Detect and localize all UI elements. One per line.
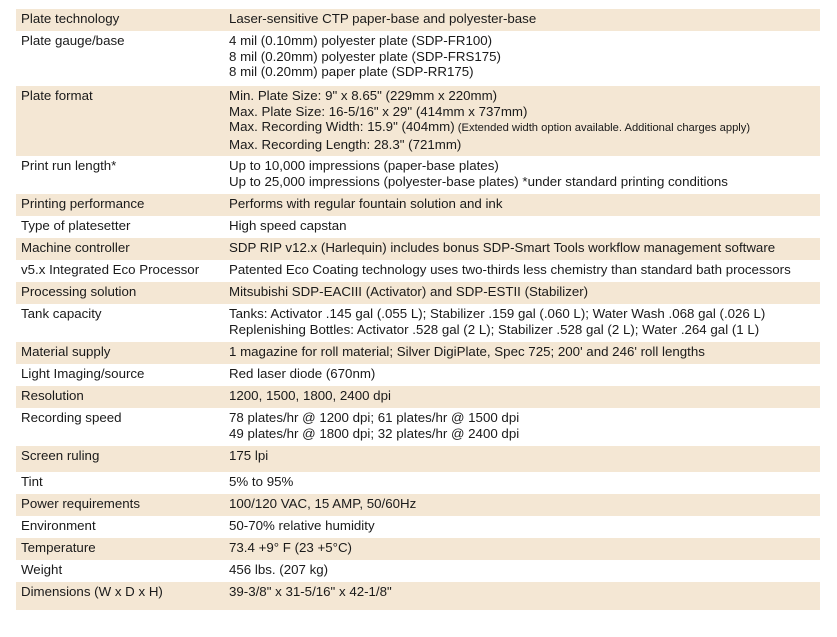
spec-value-text: 50-70% relative humidity (229, 518, 375, 533)
spec-value-text: Max. Recording Length: 28.3" (721mm) (229, 136, 462, 152)
spec-label: Plate gauge/base (16, 31, 224, 86)
spec-value-text: Mitsubishi SDP-EACIII (Activator) and SDP-ESTII (Stabilizer) (229, 284, 589, 299)
spec-value-line (229, 284, 815, 300)
spec-value (224, 446, 820, 472)
spec-value (224, 364, 820, 386)
spec-value-line (229, 448, 815, 464)
spec-value (224, 31, 820, 86)
spec-row (16, 216, 820, 238)
spec-label: Environment (16, 516, 224, 538)
spec-label: v5.x Integrated Eco Processor (16, 260, 224, 282)
spec-value-text: 8 mil (0.20mm) polyester plate (SDP-FRS175) (229, 48, 501, 64)
spec-row (16, 386, 820, 408)
spec-value-line (229, 88, 815, 104)
spec-value (224, 516, 820, 538)
spec-value-line (229, 496, 815, 512)
spec-value-text: Max. Recording Width: 15.9" (404mm) (229, 119, 455, 135)
spec-label: Plate format (16, 86, 224, 156)
spec-row (16, 194, 820, 216)
spec-row (16, 560, 820, 582)
spec-row (16, 516, 820, 538)
spec-value-line (229, 196, 815, 212)
spec-row (16, 494, 820, 516)
spec-label: Print run length* (16, 156, 224, 194)
spec-label: Temperature (16, 538, 224, 560)
spec-row (16, 342, 820, 364)
spec-label: Printing performance (16, 194, 224, 216)
spec-value-text: Laser-sensitive CTP paper-base and polyester-base (229, 11, 537, 26)
spec-value-text: Up to 10,000 impressions (paper-base plates) (229, 158, 499, 173)
spec-value-text: 78 plates/hr @ 1200 dpi; 61 plates/hr @ 1500 dpi (229, 410, 520, 425)
spec-row (16, 408, 820, 446)
spec-value-text: 456 lbs. (207 kg) (229, 562, 329, 577)
spec-row (16, 538, 820, 560)
spec-value-line (229, 410, 815, 426)
spec-value-line (229, 322, 815, 338)
spec-label: Plate technology (16, 9, 224, 31)
spec-value-line (229, 388, 815, 404)
spec-value-line (229, 33, 815, 49)
spec-value-text: Tanks: Activator .145 gal (.055 L); Stabilizer .159 gal (.060 L); Water Wash .068 gal (.026 L) (229, 306, 766, 321)
spec-value-text: Min. Plate Size: 9" x 8.65" (229mm x 220mm) (229, 88, 498, 103)
spec-label: Light Imaging/source (16, 364, 224, 386)
spec-label: Tank capacity (16, 304, 224, 342)
spec-value-text: 39-3/8" x 31-5/16" x 42-1/8" (229, 584, 392, 599)
spec-value (224, 408, 820, 446)
spec-label: Recording speed (16, 408, 224, 446)
spec-value-line (229, 240, 815, 256)
spec-row (16, 31, 820, 86)
spec-value-text: Patented Eco Coating technology uses two-thirds less chemistry than standard bath processors (229, 262, 791, 277)
spec-value-line (229, 344, 815, 360)
spec-row (16, 156, 820, 194)
spec-value-text: Red laser diode (670nm) (229, 366, 376, 381)
spec-row (16, 282, 820, 304)
spec-value (224, 304, 820, 342)
spec-label: Resolution (16, 386, 224, 408)
spec-value (224, 538, 820, 560)
spec-row (16, 582, 820, 610)
spec-row (16, 472, 820, 494)
spec-value (224, 342, 820, 364)
spec-value (224, 282, 820, 304)
spec-row (16, 446, 820, 472)
spec-value-line (229, 562, 815, 578)
spec-value-text: 1200, 1500, 1800, 2400 dpi (229, 388, 391, 403)
spec-value-line (229, 119, 815, 137)
spec-label: Screen ruling (16, 446, 224, 472)
spec-value-text: Max. Plate Size: 16-5/16" x 29" (414mm x 737mm) (229, 103, 528, 119)
spec-value-line (229, 584, 815, 600)
spec-value-line (229, 218, 815, 234)
spec-value (224, 386, 820, 408)
spec-value (224, 216, 820, 238)
spec-value-text: 4 mil (0.10mm) polyester plate (SDP-FR100) (229, 33, 493, 48)
spec-table-body (16, 9, 820, 610)
spec-table (16, 9, 820, 610)
spec-label: Processing solution (16, 282, 224, 304)
spec-value-text: 8 mil (0.20mm) paper plate (SDP-RR175) (229, 64, 474, 80)
spec-value-text: 175 lpi (229, 448, 269, 463)
spec-value (224, 238, 820, 260)
spec-label: Power requirements (16, 494, 224, 516)
spec-label: Material supply (16, 342, 224, 364)
spec-value-line (229, 426, 815, 442)
spec-value-text: Up to 25,000 impressions (polyester-base plates) *under standard printing conditions (229, 173, 728, 189)
spec-row (16, 304, 820, 342)
spec-value-text: 5% to 95% (229, 474, 294, 489)
spec-value-line (229, 104, 815, 120)
spec-value-note: (Extended width option available. Additional charges apply) (454, 122, 751, 135)
spec-label: Dimensions (W x D x H) (16, 582, 224, 610)
spec-label: Tint (16, 472, 224, 494)
spec-value-line (229, 366, 815, 382)
spec-value (224, 194, 820, 216)
spec-value-line (229, 11, 815, 27)
spec-value-line (229, 518, 815, 534)
spec-value-line (229, 262, 815, 278)
spec-value-line (229, 174, 815, 190)
spec-row (16, 260, 820, 282)
spec-value-line (229, 158, 815, 174)
spec-value (224, 494, 820, 516)
spec-label: Weight (16, 560, 224, 582)
spec-value (224, 156, 820, 194)
spec-value-line (229, 64, 815, 80)
spec-value (224, 582, 820, 610)
spec-value-line (229, 137, 815, 153)
spec-row (16, 86, 820, 156)
spec-value-text: 49 plates/hr @ 1800 dpi; 32 plates/hr @ 2400 dpi (229, 425, 520, 441)
spec-label: Type of platesetter (16, 216, 224, 238)
spec-value-line (229, 540, 815, 556)
spec-value (224, 9, 820, 31)
spec-value-line (229, 474, 815, 490)
spec-value-text: SDP RIP v12.x (Harlequin) includes bonus SDP-Smart Tools workflow management software (229, 240, 776, 255)
spec-value (224, 260, 820, 282)
spec-value (224, 472, 820, 494)
spec-row (16, 364, 820, 386)
spec-label: Machine controller (16, 238, 224, 260)
spec-value-text: 100/120 VAC, 15 AMP, 50/60Hz (229, 496, 417, 511)
spec-value-line (229, 49, 815, 65)
spec-value-text: 1 magazine for roll material; Silver DigiPlate, Spec 725; 200' and 246' roll lengths (229, 344, 705, 359)
spec-value-text: Replenishing Bottles: Activator .528 gal (2 L); Stabilizer .528 gal (2 L); Water .264 gal (1 L) (229, 321, 760, 337)
spec-row (16, 9, 820, 31)
spec-value (224, 560, 820, 582)
spec-value-text: High speed capstan (229, 218, 347, 233)
spec-value-line (229, 306, 815, 322)
spec-value (224, 86, 820, 156)
spec-value-text: 73.4 +9° F (23 +5°C) (229, 540, 352, 555)
spec-row (16, 238, 820, 260)
spec-value-text: Performs with regular fountain solution and ink (229, 196, 503, 211)
